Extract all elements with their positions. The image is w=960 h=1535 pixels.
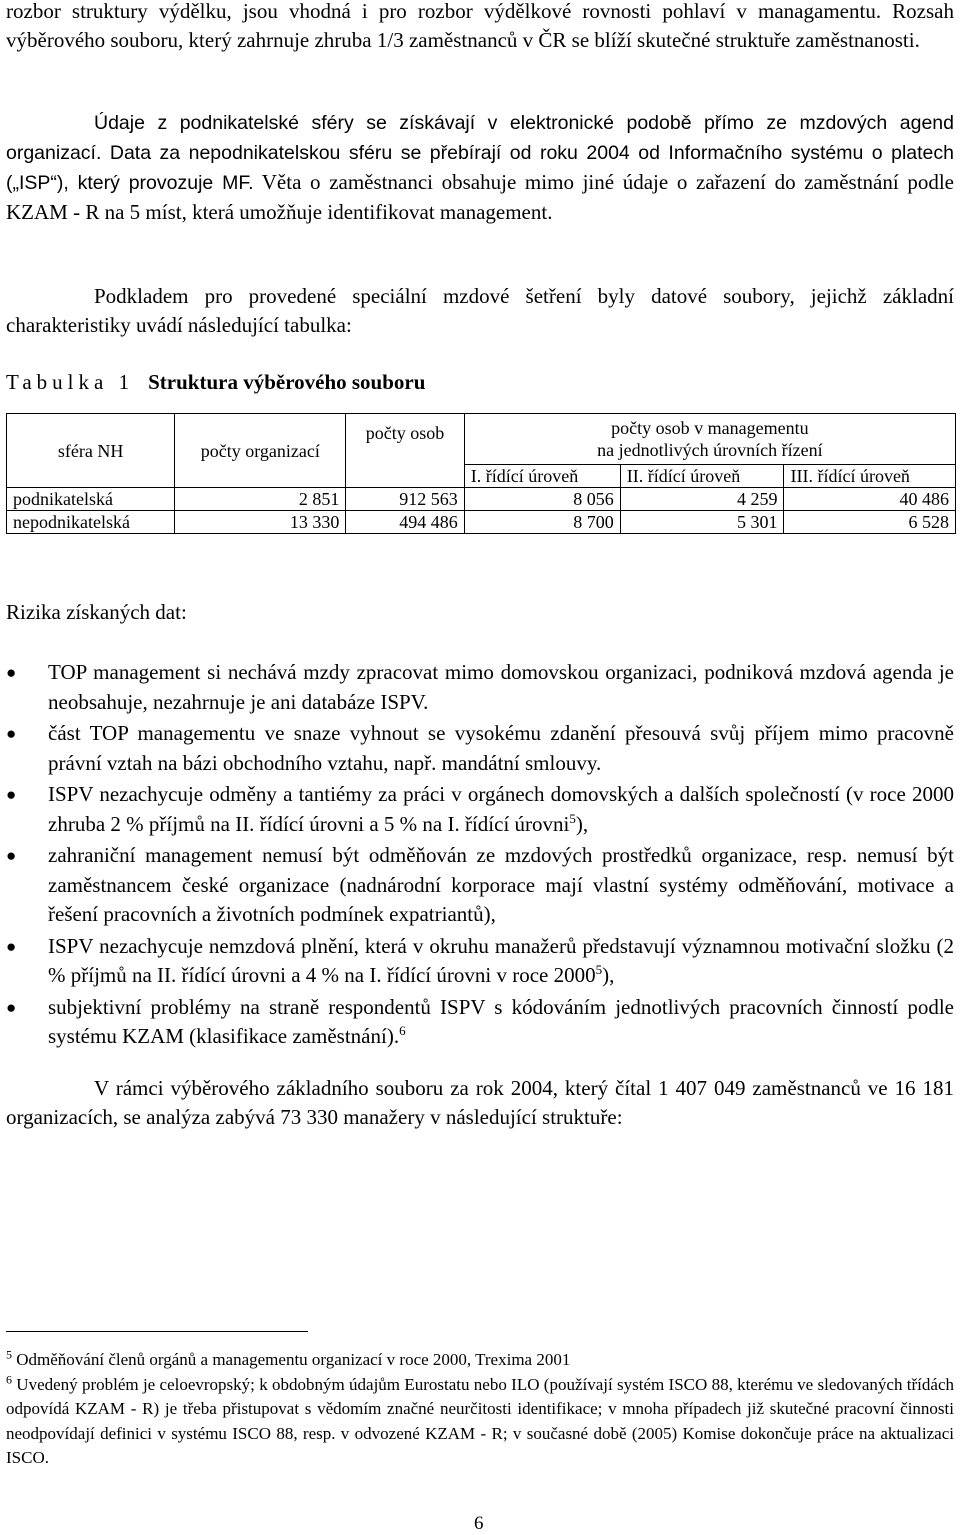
paragraph-3: Podkladem pro provedené speciální mzdové šetření byly datové soubory, jejichž základní charakteristiky uvádí následující tabulka: (6, 284, 954, 337)
table-caption (6, 370, 425, 395)
bullet-icon: ● (6, 785, 17, 804)
cell-level-1: 8 056 (464, 488, 620, 511)
bullet-icon: ● (6, 846, 17, 865)
header-level-1: I. řídící úroveň (464, 465, 620, 488)
footnote (6, 1348, 954, 1373)
header-management (464, 414, 955, 465)
footnote-number: 5 (6, 1347, 12, 1362)
cell-persons: 912 563 (346, 488, 464, 511)
list-item (6, 658, 954, 717)
list-item (6, 780, 954, 839)
bullet-icon: ● (6, 997, 17, 1017)
footnote-ref: 6 (399, 1023, 406, 1038)
list-item-text: subjektivní problémy na straně respondentů ISPV s kódováním jednotlivých pracovních činností podle systému KZAM (klasifikace zaměstnání). (48, 994, 954, 1048)
header-sphere: sféra NH (7, 414, 175, 488)
footnote-ref: 5 (595, 962, 603, 977)
footnote-text: Odměňování členů orgánů a managementu organizací v roce 2000, Trexima 2001 (12, 1350, 571, 1369)
list-item-text: TOP management si nechává mzdy zpracovat mimo domovskou organizaci, podniková mzdová agenda je neobsahuje, nezahrnuje je ani databáze ISPV. (48, 660, 954, 714)
bullet-icon: ● (6, 724, 17, 743)
cell-level-3: 6 528 (784, 511, 956, 534)
page-number: 6 (474, 1513, 484, 1534)
table-title: Struktura výběrového souboru (148, 370, 426, 394)
footnotes (6, 1348, 954, 1471)
paragraph-2-serif-part: Věta o zaměstnanci obsahuje mimo jiné údaje o zařazení do zaměstnání podle KZAM - R na 5 míst, která umožňuje identifikovat management. (6, 170, 954, 224)
risks-list (6, 658, 954, 1054)
header-management-line2: na jednotlivých úrovních řízení (597, 440, 823, 460)
list-item-text: zahraniční management nemusí být odměňován ze mzdových prostředků organizace, resp. nemusí být zaměstnancem české organizace (nadnárodní korporace mají vlastní systémy odměňování, motivace a řešení pracovních a životních podmínek expatriantů), (48, 843, 954, 926)
table-label: Tabulka 1 (6, 370, 135, 394)
footnote-text: Uvedený problém je celoevropský; k obdobným údajům Eurostatu nebo ILO (používají systém ISCO 88, kterému ve sledovaných třídách odpovídá KZAM - R) je třeba přistupovat s vědomím značné neurčitosti identifikace; v mnoha případech již skutečné pracovní činnosti neodpovídají definici v systému ISCO 88, resp. v odvozené KZAM - R; v současné době (2005) Komise dokončuje práce na aktualizaci ISCO. (6, 1374, 954, 1467)
cell-sphere: nepodnikatelská (7, 511, 175, 534)
header-level-3: III. řídící úroveň (784, 465, 956, 488)
list-item-text: ISPV nezachycuje odměny a tantiémy za práci v orgánech domovských a dalších společností (v roce 2000 zhruba 2 % příjmů na II. řídící úrovni a 5 % na I. řídící úrovni (48, 782, 954, 836)
bullet-icon: ● (6, 936, 17, 956)
list-item-text: ISPV nezachycuje nemzdová plnění, která v okruhu manažerů představují významnou motivační složku (2 % příjmů na II. řídící úrovni a 4 % na I. řídící úrovni v roce 2000 (48, 933, 954, 987)
list-item-tail: ), (602, 963, 615, 987)
cell-persons: 494 486 (346, 511, 464, 534)
cell-level-2: 5 301 (620, 511, 784, 534)
cell-orgs: 13 330 (175, 511, 346, 534)
table-row (7, 511, 956, 534)
sample-structure-table (6, 413, 956, 534)
header-management-line1: počty osob v managementu (611, 418, 809, 438)
header-level-2: II. řídící úroveň (620, 465, 784, 488)
footnote-separator (6, 1331, 308, 1332)
list-item-tail: ), (575, 811, 589, 836)
footnote-ref: 5 (569, 810, 576, 826)
table-header-row (7, 414, 956, 465)
header-orgs: počty organizací (175, 414, 346, 488)
header-persons: počty osob (346, 414, 464, 488)
footnote (6, 1373, 954, 1471)
cell-level-2: 4 259 (620, 488, 784, 511)
paragraph-2-sans-part: Údaje z podnikatelské sféry se získávají v elektronické podobě přímo ze mzdových agend organizací. Data za nepodnikatelskou sféru se přebírají od roku 2004 od Informačního systému o platech („ISP“), který provozuje MF. (6, 112, 954, 194)
closing-paragraph: V rámci výběrového základního souboru za rok 2004, který čítal 1 407 049 zaměstnanců ve 16 181 organizacích, se analýza zabývá 73 330 manažery v následující struktuře: (6, 1076, 954, 1129)
risks-heading: Rizika získaných dat: (6, 600, 187, 624)
list-item-text: část TOP managementu ve snaze vyhnout se vysokému zdanění přesouvá svůj příjem mimo pracovně právní vztah na bázi obchodního vztahu, např. mandátní smlouvy. (48, 721, 954, 775)
list-item (6, 932, 954, 991)
footnote-number: 6 (6, 1371, 12, 1386)
cell-level-1: 8 700 (464, 511, 620, 534)
list-item (6, 841, 954, 930)
list-item (6, 993, 954, 1052)
cell-level-3: 40 486 (784, 488, 956, 511)
table-row (7, 488, 956, 511)
paragraph-1: rozbor struktury výdělku, jsou vhodná i pro rozbor výdělkové rovnosti pohlaví v managamentu. Rozsah výběrového souboru, který zahrnuje zhruba 1/3 zaměstnanců v ČR se blíží skutečné struktuře zaměstnanosti. (6, 0, 954, 52)
bullet-icon: ● (6, 663, 17, 682)
paragraph-2 (6, 108, 954, 227)
list-item (6, 719, 954, 778)
cell-sphere: podnikatelská (7, 488, 175, 511)
cell-orgs: 2 851 (175, 488, 346, 511)
